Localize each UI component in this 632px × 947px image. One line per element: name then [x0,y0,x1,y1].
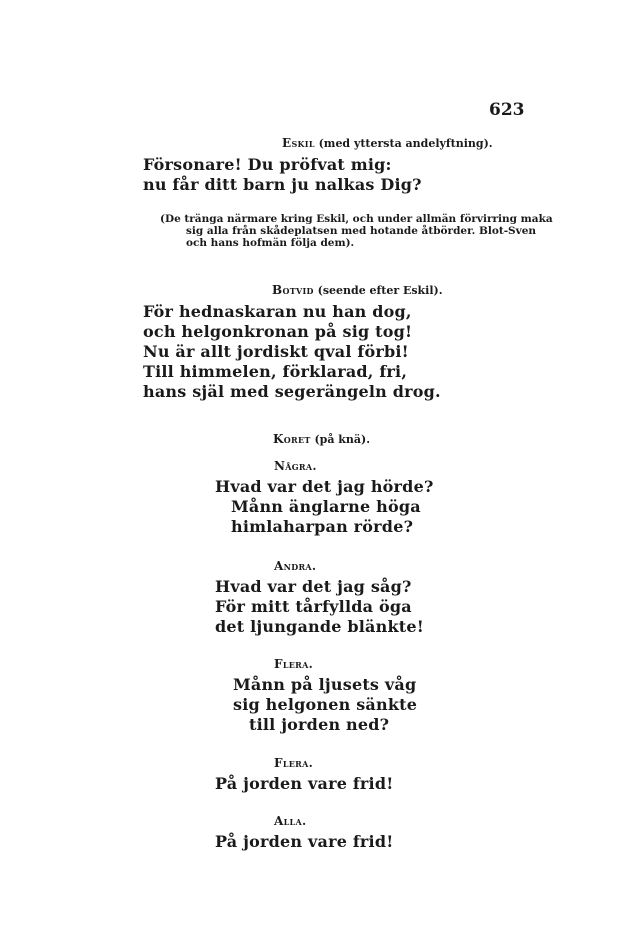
verse-line: och helgonkronan på sig tog! [143,322,413,341]
speaker-heading-alla [274,814,306,828]
speaker-name: Alla. [274,814,307,828]
verse-line: Hvad var det jag såg? [215,577,412,596]
stage-line: (De tränga närmare kring Eskil, och under allmän förvirring maka [160,213,553,225]
stage-line: sig alla från skådeplatsen med hotande åtbörder. Blot-Sven [186,225,537,237]
speaker-name: Botvid [272,283,314,297]
speaker-name: Flera. [274,756,314,770]
verse-line: För hednaskaran nu han dog, [143,302,412,321]
verse-flera [233,675,417,735]
speaker-name: Andra. [274,559,317,573]
speaker-heading-botvid [272,283,443,297]
speaker-heading-nagra [274,459,317,473]
verse-nagra [215,477,434,537]
stage-direction-inline: (seende efter Eskil). [317,284,443,297]
verse-line: sig helgonen sänkte [233,695,418,714]
stage-direction [160,213,553,249]
speaker-heading-eskil [282,136,493,150]
speaker-heading-flera-2 [274,756,313,770]
verse-line: På jorden vare frid! [215,774,394,793]
stage-direction-inline: (på knä). [314,433,371,446]
stage-direction-inline: (med yttersta andelyftning). [318,137,493,150]
verse-line: hans själ med segerängeln drog. [143,382,441,401]
verse-line: Hvad var det jag hörde? [215,477,434,496]
speaker-heading-flera [274,657,313,671]
verse-line: Månn änglarne höga [231,497,421,516]
speaker-name: Eskil [282,136,315,150]
verse-alla [215,832,393,852]
verse-line: det ljungande blänkte! [215,617,424,636]
verse-line: till jorden ned? [249,715,390,734]
verse-botvid [143,302,441,402]
speaker-heading-koret [273,432,370,446]
speaker-name: Flera. [274,657,314,671]
speaker-heading-andra [274,559,316,573]
stage-line: och hans hofmän följa dem). [186,237,355,249]
verse-line: Månn på ljusets våg [233,675,417,694]
page-number: 623 [489,100,525,120]
verse-line: På jorden vare frid! [215,832,394,851]
verse-line: himlaharpan rörde? [231,517,414,536]
verse-eskil [143,155,422,195]
verse-line: Försonare! Du pröfvat mig: [143,155,392,174]
speaker-name: Några. [274,459,317,473]
verse-line: För mitt tårfyllda öga [215,597,412,616]
speaker-name: Koret [273,432,311,446]
verse-line: Till himmelen, förklarad, fri, [143,362,408,381]
verse-line: Nu är allt jordiskt qval förbi! [143,342,409,361]
verse-flera-2 [215,774,393,794]
verse-andra [215,577,424,637]
verse-line: nu får ditt barn ju nalkas Dig? [143,175,422,194]
